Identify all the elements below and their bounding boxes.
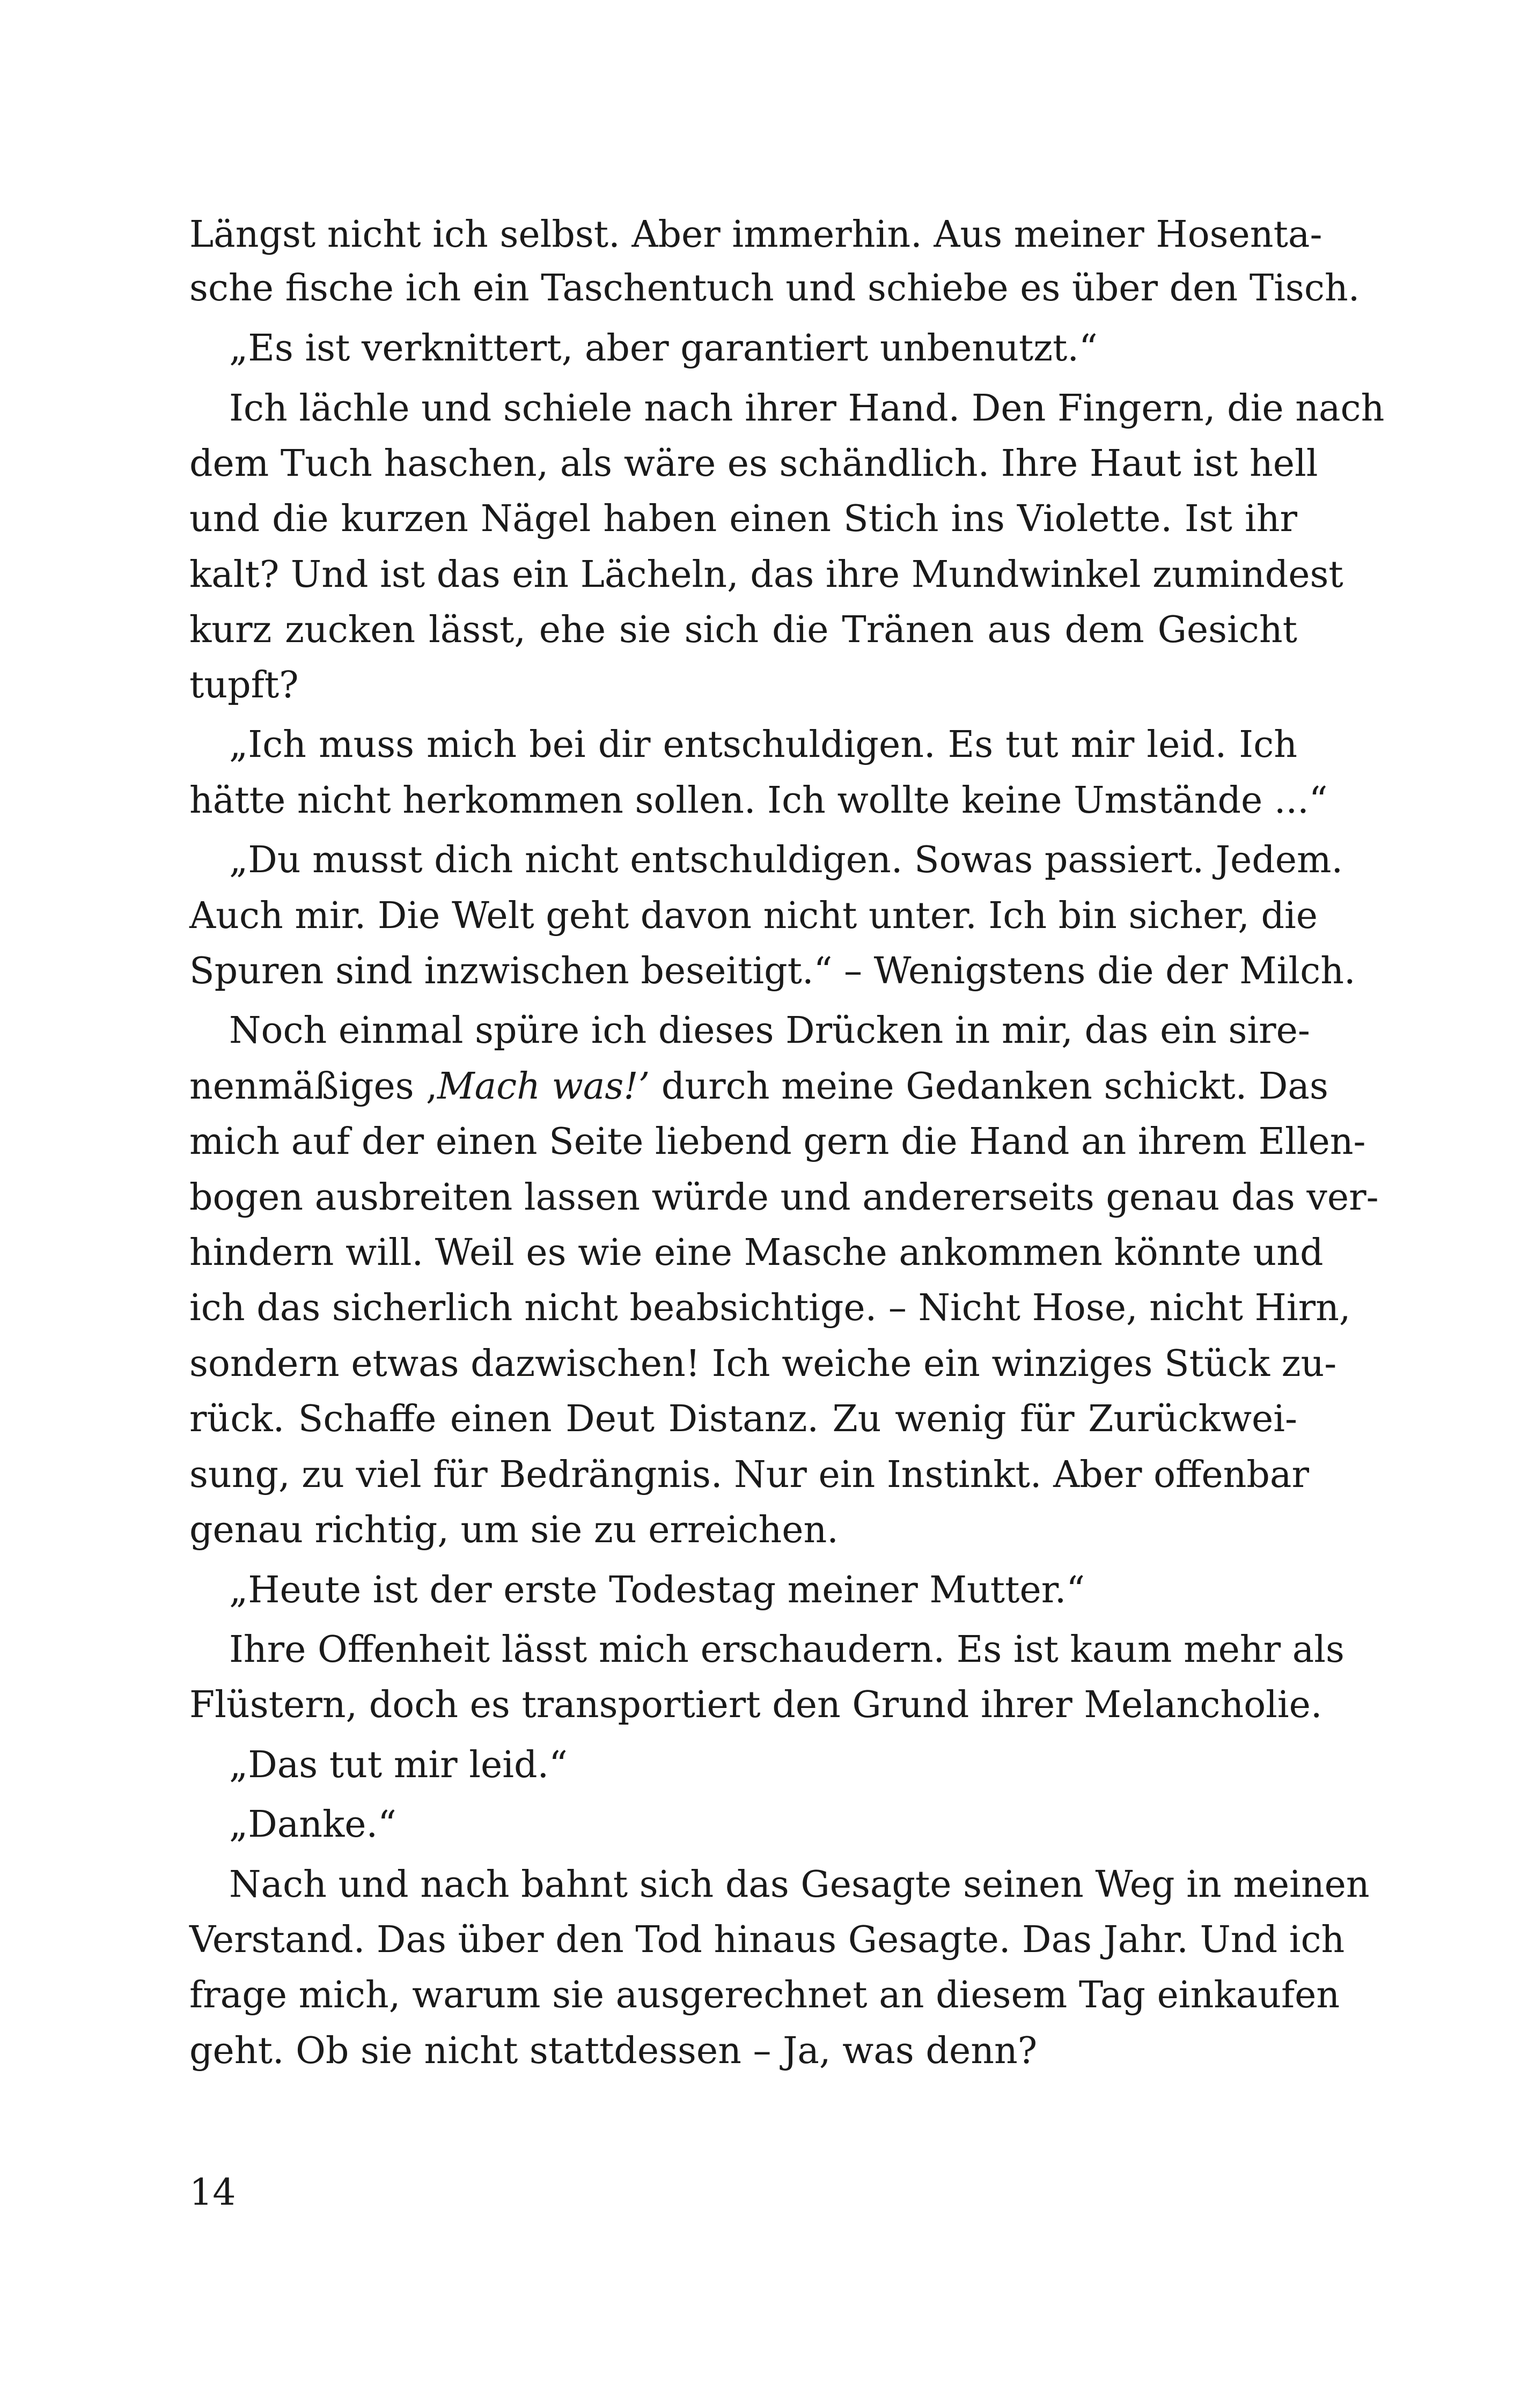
text-line: genau richtig, um sie zu erreichen. (189, 1509, 839, 1551)
text-line: „Ich muss mich bei dir entschuldigen. Es tut mir leid. Ich (229, 724, 1297, 766)
text-line: „Du musst dich nicht entschuldigen. Sowas passiert. Jedem. (229, 839, 1343, 881)
text-line: Ihre Offenheit lässt mich erschaudern. Es ist kaum mehr als (229, 1629, 1344, 1671)
text-line: sung, zu viel für Bedrängnis. Nur ein Instinkt. Aber offenbar (189, 1454, 1309, 1496)
text-line: und die kurzen Nägel haben einen Stich ins Violette. Ist ihr (189, 498, 1297, 540)
text-line: „Danke.“ (229, 1803, 396, 1846)
text-line: „Das tut mir leid.“ (229, 1744, 568, 1786)
text-line: bogen ausbreiten lassen würde und andererseits genau das ver- (189, 1176, 1379, 1219)
text-line: tupft? (189, 664, 299, 706)
text-line: Nach und nach bahnt sich das Gesagte seinen Weg in meinen (229, 1864, 1370, 1906)
text-line: hindern will. Weil es wie eine Masche ankommen könnte und (189, 1232, 1324, 1274)
text-line: Auch mir. Die Welt geht davon nicht unter. Ich bin sicher, die (189, 895, 1318, 937)
text-line: frage mich, warum sie ausgerechnet an diesem Tag einkaufen (189, 1974, 1340, 2016)
text-line: Ich lächle und schiele nach ihrer Hand. Den Fingern, die nach (229, 387, 1385, 430)
text-line: Flüstern, doch es transportiert den Grund ihrer Melancholie. (189, 1684, 1322, 1726)
text-line: Längst nicht ich selbst. Aber immerhin. Aus meiner Hosenta- (189, 213, 1322, 256)
text-line: kurz zucken lässt, ehe sie sich die Tränen aus dem Gesicht (189, 609, 1297, 651)
text-line: „Heute ist der erste Todestag meiner Mutter.“ (229, 1569, 1085, 1611)
text-line: Verstand. Das über den Tod hinaus Gesagte. Das Jahr. Und ich (189, 1919, 1345, 1961)
text-span: nenmäßiges (189, 1065, 426, 1108)
text-line: sche fische ich ein Taschentuch und schiebe es über den Tisch. (189, 267, 1360, 310)
text-line: geht. Ob sie nicht stattdessen – Ja, was denn? (189, 2030, 1038, 2072)
page-number: 14 (189, 2171, 236, 2214)
text-line: „Es ist verknittert, aber garantiert unbenutzt.“ (229, 327, 1098, 370)
text-line: Noch einmal spüre ich dieses Drücken in mir, das ein sire- (229, 1010, 1310, 1052)
text-line: mich auf der einen Seite liebend gern die Hand an ihrem Ellen- (189, 1121, 1366, 1163)
text-line: nenmäßiges ‚Mach was!’ durch meine Gedanken schickt. Das (189, 1065, 1328, 1108)
text-line: Spuren sind inzwischen beseitigt.“ – Wenigstens die der Milch. (189, 950, 1356, 992)
text-line: sondern etwas dazwischen! Ich weiche ein winziges Stück zu- (189, 1343, 1337, 1385)
text-line: dem Tuch haschen, als wäre es schändlich. Ihre Haut ist hell (189, 443, 1318, 485)
italic-quote: Mach was!’ (437, 1065, 650, 1108)
text-line: hätte nicht herkommen sollen. Ich wollte keine Umstände ...“ (189, 779, 1328, 822)
text-line: rück. Schaffe einen Deut Distanz. Zu wenig für Zurückwei- (189, 1398, 1297, 1440)
text-line: kalt? Und ist das ein Lächeln, das ihre Mundwinkel zumindest (189, 554, 1343, 596)
text-span: durch meine Gedanken schickt. Das (650, 1065, 1328, 1108)
text-line: ich das sicherlich nicht beabsichtige. – Nicht Hose, nicht Hirn, (189, 1287, 1351, 1329)
